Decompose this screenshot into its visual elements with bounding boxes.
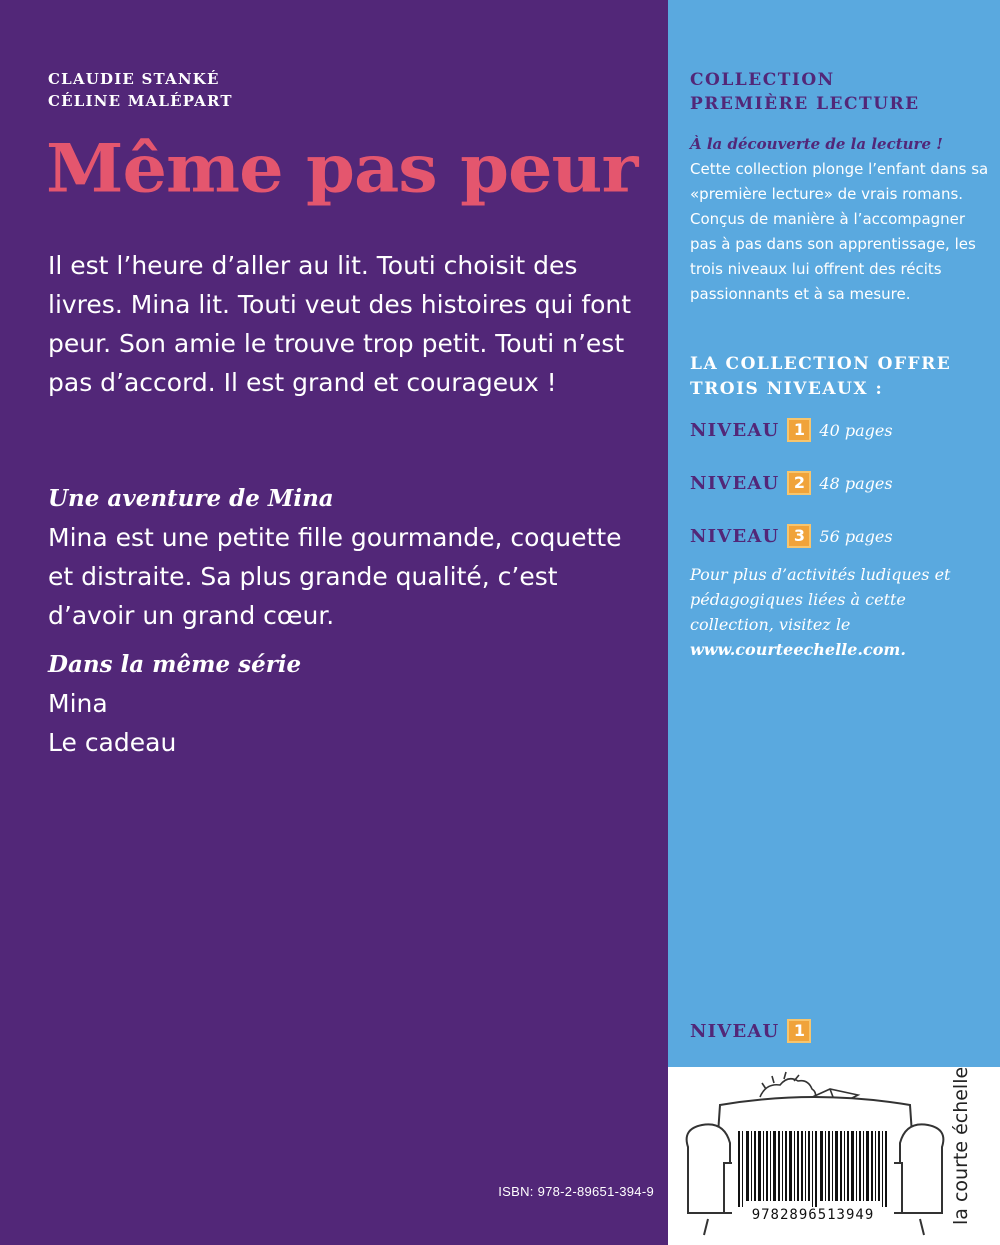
collection-title-line: COLLECTION xyxy=(690,70,835,90)
isbn: ISBN: 978-2-89651-394-9 xyxy=(498,1184,654,1199)
barcode-number: 9782896513949 xyxy=(751,1207,875,1223)
level-pages: 40 pages xyxy=(819,420,893,440)
synopsis-text: Il est l’heure d’aller au lit. Touti choisit des livres. Mina lit. Touti veut des histoires qui font peur. Son amie le trouve trop petit. Touti n’est pas d’accord. Il est grand et courageux ! xyxy=(48,251,632,397)
publisher-logo: la courte échelle xyxy=(950,1066,972,1225)
series-heading: Dans la même série xyxy=(48,651,302,678)
book-title: Même pas peur xyxy=(46,128,638,208)
adventure-section xyxy=(48,480,648,635)
barcode xyxy=(732,1127,894,1223)
adventure-heading: Une aventure de Mina xyxy=(48,485,334,512)
series-list xyxy=(48,684,648,762)
levels-heading xyxy=(690,352,951,402)
author-name: CLAUDIE STANKÉ xyxy=(48,70,220,88)
level-label: NIVEAU xyxy=(690,472,780,494)
level-badge: 3 xyxy=(787,524,811,548)
sofa-barcode-illustration xyxy=(668,1067,958,1245)
illustrator-name: CÉLINE MALÉPART xyxy=(48,92,233,110)
collection-title-line: PREMIÈRE LECTURE xyxy=(690,94,920,114)
level-badge: 2 xyxy=(787,471,811,495)
level-pages: 56 pages xyxy=(819,526,893,546)
series-section xyxy=(48,646,648,762)
level-row xyxy=(690,469,893,497)
collection-title xyxy=(690,68,920,116)
level-label: NIVEAU xyxy=(690,525,780,547)
adventure-text: Mina est une petite fille gourmande, coquette et distraite. Sa plus grande qualité, c’est d’avoir un grand cœur. xyxy=(48,523,622,630)
authors xyxy=(48,68,233,112)
collection-tagline: À la découverte de la lecture ! xyxy=(690,135,943,153)
level-pages: 48 pages xyxy=(819,473,893,493)
more-info xyxy=(690,562,990,662)
level-row xyxy=(690,416,893,444)
more-info-text: Pour plus d’activités ludiques et pédagogiques liées à cette collection, visitez le xyxy=(690,565,951,634)
series-title: Mina xyxy=(48,689,108,718)
right-panel xyxy=(668,0,1000,1067)
level-label: NIVEAU xyxy=(690,419,780,441)
series-title: Le cadeau xyxy=(48,728,177,757)
level-badge: 1 xyxy=(787,418,811,442)
synopsis xyxy=(48,246,648,402)
collection-description-text: Cette collection plonge l’enfant dans sa «première lecture» de vrais romans. Conçus de manière à l’accompagner pas à pas dans son apprentissage, les trois niveaux lui offrent des récits passionnants et à sa mesure. xyxy=(690,160,989,303)
level-row xyxy=(690,522,893,550)
book-level xyxy=(690,1016,811,1046)
collection-description xyxy=(690,132,994,307)
book-level-badge: 1 xyxy=(787,1019,811,1043)
website-url: www.courteechelle.com. xyxy=(690,640,906,659)
levels-heading-line: TROIS NIVEAUX : xyxy=(690,379,884,399)
book-level-label: NIVEAU xyxy=(690,1020,780,1042)
levels-heading-line: LA COLLECTION OFFRE xyxy=(690,354,952,374)
